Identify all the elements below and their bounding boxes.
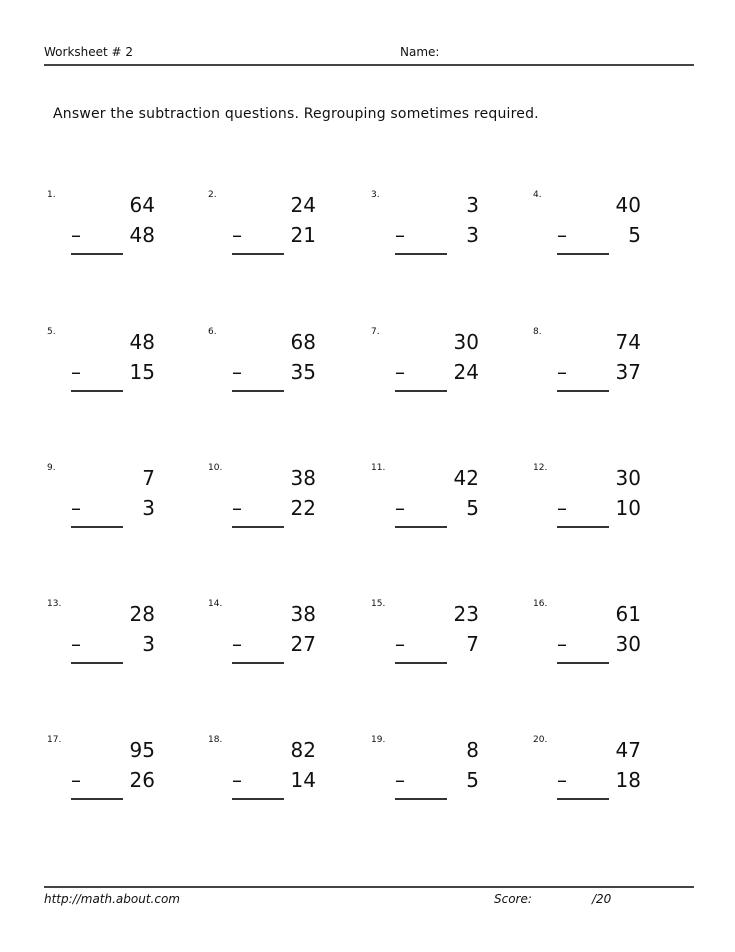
minuend: 47	[615, 738, 641, 762]
minuend: 38	[290, 602, 316, 626]
answer-line	[71, 662, 123, 664]
subtrahend: 22	[290, 496, 316, 520]
subtrahend: 7	[466, 632, 479, 656]
problem-12	[533, 463, 653, 533]
problem-number: 18.	[208, 735, 223, 745]
minus-sign: –	[395, 632, 405, 656]
subtrahend: 27	[290, 632, 316, 656]
minuend: 38	[290, 466, 316, 490]
subtrahend: 15	[129, 360, 155, 384]
minuend: 64	[129, 193, 155, 217]
answer-line	[71, 526, 123, 528]
minus-sign: –	[395, 223, 405, 247]
answer-line	[395, 662, 447, 664]
answer-line	[232, 390, 284, 392]
instructions: Answer the subtraction questions. Regrouping sometimes required.	[53, 106, 539, 122]
minuend: 30	[615, 466, 641, 490]
source-url: http://math.about.com	[44, 892, 180, 906]
problem-number: 16.	[533, 599, 548, 609]
problem-8	[533, 327, 653, 397]
answer-line	[71, 390, 123, 392]
subtrahend: 21	[290, 223, 316, 247]
problem-number: 3.	[371, 190, 380, 200]
minuend: 40	[615, 193, 641, 217]
minus-sign: –	[395, 768, 405, 792]
problem-number: 14.	[208, 599, 223, 609]
problem-6	[208, 327, 328, 397]
problem-number: 2.	[208, 190, 217, 200]
problem-number: 20.	[533, 735, 548, 745]
answer-line	[395, 390, 447, 392]
minus-sign: –	[232, 223, 242, 247]
problem-13	[47, 599, 167, 669]
minus-sign: –	[557, 360, 567, 384]
problem-3	[371, 190, 491, 260]
minuend: 82	[290, 738, 316, 762]
subtrahend: 24	[453, 360, 479, 384]
subtrahend: 3	[142, 496, 155, 520]
problem-number: 10.	[208, 463, 223, 473]
minuend: 68	[290, 330, 316, 354]
minus-sign: –	[71, 768, 81, 792]
answer-line	[557, 526, 609, 528]
answer-line	[395, 526, 447, 528]
minus-sign: –	[395, 496, 405, 520]
subtrahend: 30	[615, 632, 641, 656]
problem-number: 15.	[371, 599, 386, 609]
answer-line	[557, 798, 609, 800]
problem-9	[47, 463, 167, 533]
answer-line	[71, 253, 123, 255]
answer-line	[395, 253, 447, 255]
minus-sign: –	[557, 632, 567, 656]
worksheet-number: Worksheet # 2	[44, 45, 134, 59]
problem-2	[208, 190, 328, 260]
problem-number: 4.	[533, 190, 542, 200]
answer-line	[557, 662, 609, 664]
minuend: 48	[129, 330, 155, 354]
problem-number: 9.	[47, 463, 56, 473]
answer-line	[232, 526, 284, 528]
problem-number: 11.	[371, 463, 386, 473]
answer-line	[557, 390, 609, 392]
problem-number: 8.	[533, 327, 542, 337]
minuend: 3	[466, 193, 479, 217]
minus-sign: –	[71, 496, 81, 520]
subtrahend: 14	[290, 768, 316, 792]
subtrahend: 37	[615, 360, 641, 384]
problem-number: 1.	[47, 190, 56, 200]
problem-11	[371, 463, 491, 533]
footer-rule	[44, 886, 694, 888]
minuend: 61	[615, 602, 641, 626]
minus-sign: –	[232, 496, 242, 520]
problem-7	[371, 327, 491, 397]
minus-sign: –	[395, 360, 405, 384]
minus-sign: –	[71, 223, 81, 247]
answer-line	[557, 253, 609, 255]
subtrahend: 10	[615, 496, 641, 520]
score-label: Score:	[494, 892, 532, 906]
subtrahend: 5	[466, 496, 479, 520]
problem-19	[371, 735, 491, 805]
problem-20	[533, 735, 653, 805]
name-label: Name:	[400, 45, 440, 59]
subtrahend: 5	[466, 768, 479, 792]
problem-10	[208, 463, 328, 533]
minuend: 24	[290, 193, 316, 217]
subtrahend: 5	[628, 223, 641, 247]
subtrahend: 48	[129, 223, 155, 247]
minus-sign: –	[232, 632, 242, 656]
answer-line	[71, 798, 123, 800]
minuend: 30	[453, 330, 479, 354]
problem-number: 13.	[47, 599, 62, 609]
minuend: 74	[615, 330, 641, 354]
minus-sign: –	[71, 632, 81, 656]
minus-sign: –	[232, 768, 242, 792]
problem-4	[533, 190, 653, 260]
subtrahend: 3	[142, 632, 155, 656]
minus-sign: –	[232, 360, 242, 384]
problem-18	[208, 735, 328, 805]
worksheet-header	[44, 44, 694, 66]
problem-number: 6.	[208, 327, 217, 337]
answer-line	[395, 798, 447, 800]
subtrahend: 26	[129, 768, 155, 792]
subtrahend: 18	[615, 768, 641, 792]
problem-14	[208, 599, 328, 669]
problem-number: 17.	[47, 735, 62, 745]
problem-number: 5.	[47, 327, 56, 337]
problem-1	[47, 190, 167, 260]
minuend: 28	[129, 602, 155, 626]
minuend: 23	[453, 602, 479, 626]
problem-5	[47, 327, 167, 397]
minus-sign: –	[557, 768, 567, 792]
answer-line	[232, 798, 284, 800]
minuend: 42	[453, 466, 479, 490]
subtrahend: 35	[290, 360, 316, 384]
answer-line	[232, 253, 284, 255]
problem-number: 7.	[371, 327, 380, 337]
problem-17	[47, 735, 167, 805]
minuend: 95	[129, 738, 155, 762]
minus-sign: –	[557, 496, 567, 520]
minus-sign: –	[71, 360, 81, 384]
minus-sign: –	[557, 223, 567, 247]
problem-number: 19.	[371, 735, 386, 745]
answer-line	[232, 662, 284, 664]
problem-16	[533, 599, 653, 669]
score-total: /20	[592, 892, 612, 906]
problem-15	[371, 599, 491, 669]
subtrahend: 3	[466, 223, 479, 247]
problem-number: 12.	[533, 463, 548, 473]
minuend: 8	[466, 738, 479, 762]
minuend: 7	[142, 466, 155, 490]
